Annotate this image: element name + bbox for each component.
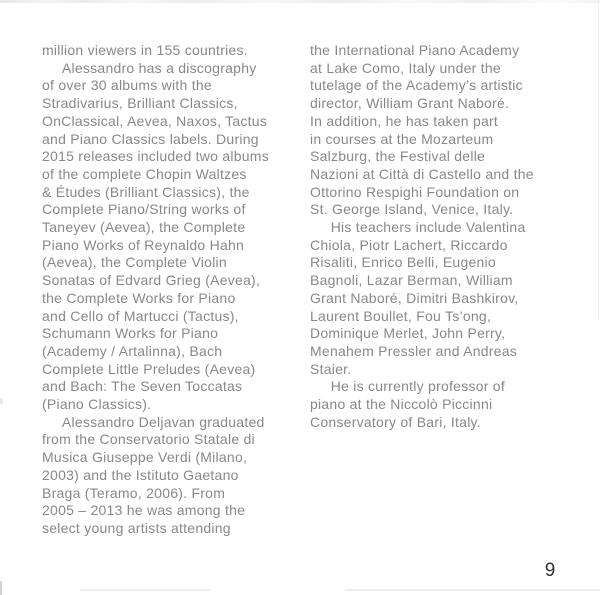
biography-text-left-column: [42, 42, 310, 538]
text-line: Laurent Boullet, Fou Ts’ong,: [310, 307, 492, 324]
text-line: Piano Works of Reynaldo Hahn: [42, 236, 245, 253]
scan-artifact-bottom-smudge: [345, 589, 600, 591]
text-line: million viewers in 155 countries.: [42, 42, 248, 58]
text-line: Schumann Works for Piano: [42, 325, 219, 342]
text-line: (Piano Classics).: [42, 396, 152, 413]
text-line: Dominique Merlet, John Perry,: [310, 325, 506, 342]
text-line: He is currently professor of: [310, 378, 505, 395]
text-line: Menahem Pressler and Andreas: [310, 342, 517, 359]
text-line: from the Conservatorio Statale di: [42, 431, 255, 448]
scan-artifact-bottom-left-mark: [0, 581, 2, 595]
text-line: director, William Grant Naboré.: [310, 95, 510, 112]
text-line: Bagnoli, Lazar Berman, William: [310, 272, 513, 289]
text-line: in courses at the Mozarteum: [310, 130, 494, 147]
text-line: tutelage of the Academy’s artistic: [310, 77, 523, 94]
text-line: Alessandro Deljavan graduated: [42, 413, 265, 430]
text-line: Nazioni at Città di Castello and the: [310, 165, 534, 182]
text-line: Braga (Teramo, 2006). From: [42, 484, 226, 501]
text-line: & Études (Brilliant Classics), the: [42, 183, 250, 200]
scan-artifact-left-mark: [0, 398, 3, 404]
text-line: Complete Little Preludes (Aevea): [42, 360, 256, 377]
text-line: and Piano Classics labels. During: [42, 130, 259, 147]
text-line: Risaliti, Enrico Belli, Eugenio: [310, 254, 496, 271]
text-line: the International Piano Academy: [310, 42, 520, 58]
text-line: Sonatas of Edvard Grieg (Aevea),: [42, 272, 261, 289]
text-line: (Academy / Artalinna), Bach: [42, 342, 223, 359]
text-line: Stradivarius, Brilliant Classics,: [42, 95, 238, 112]
text-line: 2015 releases included two albums: [42, 148, 269, 165]
text-line: Musica Giuseppe Verdi (Milano,: [42, 449, 248, 466]
text-line: and Cello of Martucci (Tactus),: [42, 307, 239, 324]
text-line: Grant Naboré, Dimitri Bashkirov,: [310, 289, 519, 306]
text-line: of the complete Chopin Waltzes: [42, 165, 247, 182]
text-line: 2003) and the Istituto Gaetano: [42, 466, 239, 483]
text-line: Conservatory of Bari, Italy.: [310, 413, 481, 430]
scan-artifact-bottom-smudge: [80, 589, 210, 591]
text-line: Staier.: [310, 360, 352, 377]
text-line: piano at the Niccolò Piccinni: [310, 396, 493, 413]
text-line: Taneyev (Aevea), the Complete: [42, 219, 246, 236]
text-line: His teachers include Valentina: [310, 219, 526, 236]
page-number: 9: [544, 560, 556, 581]
text-line: Ottorino Respighi Foundation on: [310, 183, 520, 200]
text-line: Alessandro has a discography: [42, 59, 257, 76]
biography-text-right-column: [310, 42, 592, 431]
text-line: Chiola, Piotr Lachert, Riccardo: [310, 236, 508, 253]
text-line: select young artists attending: [42, 519, 231, 536]
text-line: Complete Piano/String works of: [42, 201, 246, 218]
text-line: 2005 – 2013 he was among the: [42, 502, 246, 519]
scan-artifact-top-edge: [0, 0, 600, 3]
text-line: the Complete Works for Piano: [42, 289, 236, 306]
text-line: at Lake Como, Italy under the: [310, 59, 501, 76]
text-line: and Bach: The Seven Toccatas: [42, 378, 243, 395]
text-line: (Aevea), the Complete Violin: [42, 254, 227, 271]
text-line: OnClassical, Aevea, Naxos, Tactus: [42, 112, 268, 129]
text-line: Salzburg, the Festival delle: [310, 148, 486, 165]
text-line: of over 30 albums with the: [42, 77, 212, 94]
scan-artifact-right-edge: [598, 0, 599, 320]
text-line: St. George Island, Venice, Italy.: [310, 201, 514, 218]
text-line: In addition, he has taken part: [310, 112, 499, 129]
